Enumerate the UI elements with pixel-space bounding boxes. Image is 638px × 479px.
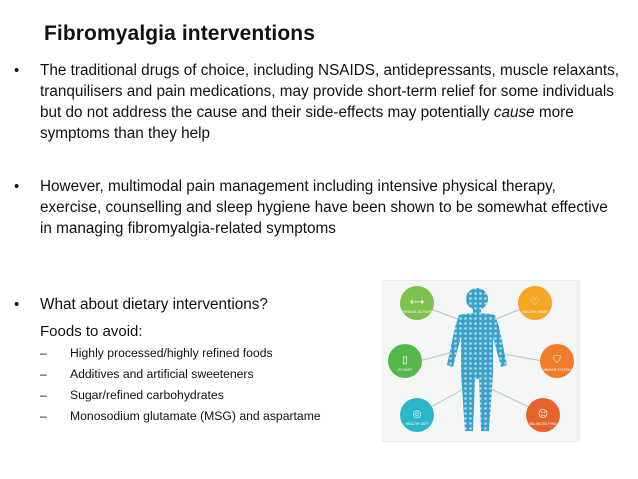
health-infographic: [382, 280, 580, 442]
dash-marker: –: [40, 367, 47, 381]
svg-text:♡: ♡: [530, 297, 540, 308]
human-body-icon: [447, 288, 507, 431]
bullet-marker: •: [14, 296, 20, 313]
label-immune-system: IMMUNE SYSTEM: [543, 368, 571, 372]
bullet-text: The traditional drugs of choice, including NSAIDS, antidepressants, muscle relaxants, tranquilisers and pain medications, may provide short-term relief for some individuals but do not address the cause and their side-effects may potentially cause more symptoms than they help: [40, 62, 620, 142]
bullet-marker: •: [14, 178, 20, 195]
icon-healthy-diet: [400, 398, 434, 432]
label-fit-body: FIT BODY: [397, 368, 413, 372]
icon-healthy-heart: [518, 286, 552, 320]
icon-fit-body: [388, 344, 422, 378]
dash-marker: –: [40, 388, 47, 402]
label-healthy-heart: HEALTHY HEART: [522, 310, 548, 314]
bullet-text: However, multimodal pain management including intensive physical therapy, exercise, counselling and sleep hygiene have been shown to be somewhat effective in managing fibromyalgia-related symptoms: [40, 178, 608, 237]
icon-immune-system: [540, 344, 574, 378]
label-balanced-mind: BALANCED MIND: [529, 422, 557, 426]
foods-to-avoid-heading: Foods to avoid:: [40, 323, 143, 340]
slide-title: Fibromyalgia interventions: [44, 22, 315, 45]
slide: Fibromyalgia interventions • The traditional drugs of choice, including NSAIDS, antidepressants, muscle relaxants, tranquilisers and pain medications, may provide short-term relief for some individuals but do not address the cause and their side-effects may potentially cause more symptoms than they help • However, multimodal pain management including intensive physical therapy, exercise, counselling and sleep hygiene have been shown to be somewhat effective in managing fibromyalgia-related symptoms • What about dietary interventions? Foods to avoid: – Highly processed/highly refined foods – Additives and artificial sweeteners – Sugar/refined carbohydrates – Monosodium glutamate (MSG) and aspartame ⟷ PHYSICAL ACTIVITY ♡ HEALTHY HEART ▯ FIT BODY ⛉ IMMUNE SYSTEM ◎ HEALTHY DIET ☺ BALANCED MIND: [0, 0, 638, 479]
dash-marker: –: [40, 346, 47, 360]
dash-marker: –: [40, 409, 47, 423]
label-physical-activity: PHYSICAL ACTIVITY: [401, 310, 433, 314]
svg-text:▯: ▯: [402, 355, 408, 366]
icon-physical-activity: [400, 286, 434, 320]
emphasis-cause: cause: [493, 104, 535, 121]
svg-text:⟷: ⟷: [409, 297, 425, 308]
svg-text:◎: ◎: [412, 409, 422, 420]
bullet-marker: •: [14, 62, 20, 79]
svg-text:⛉: ⛉: [553, 355, 561, 366]
label-healthy-diet: HEALTHY DIET: [405, 422, 429, 426]
svg-text:☺: ☺: [537, 409, 549, 420]
icon-balanced-mind: [526, 398, 560, 432]
infographic-svg: [383, 281, 579, 441]
bullet-text: What about dietary interventions?: [40, 296, 268, 313]
